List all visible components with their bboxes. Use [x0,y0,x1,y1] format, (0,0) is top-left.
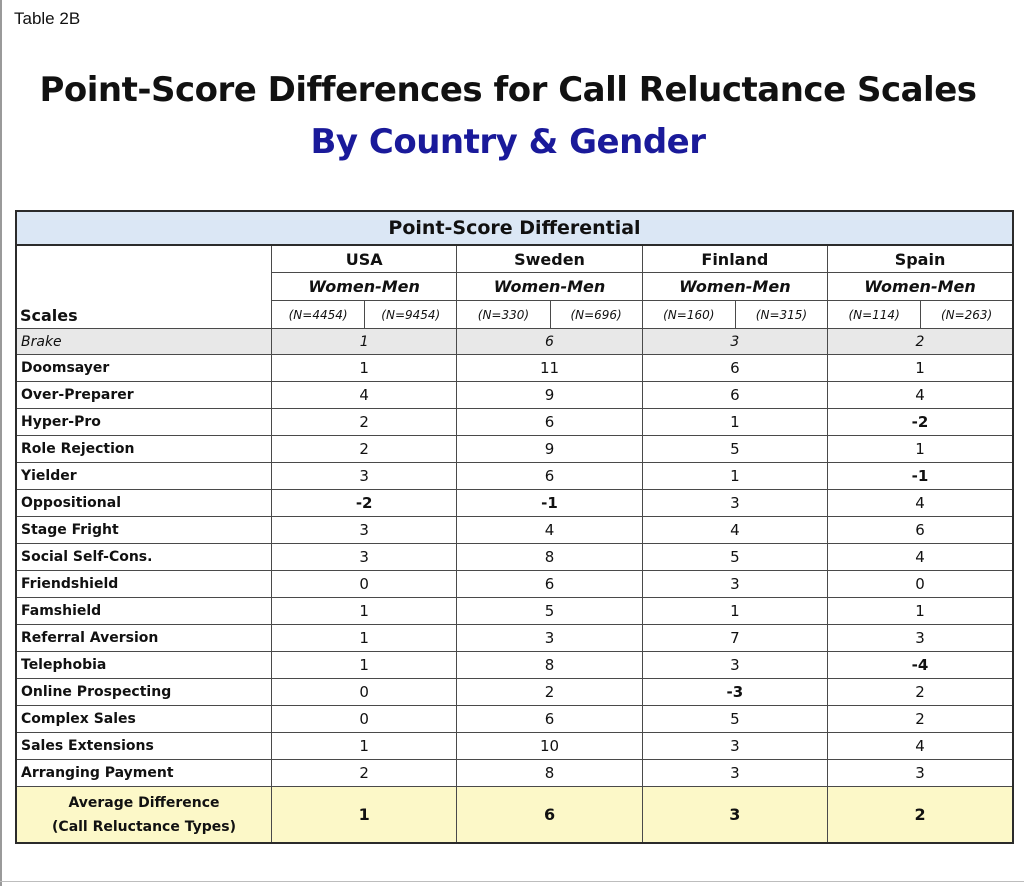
score-cell: 11 [457,355,642,382]
table-row [16,436,1013,463]
page-title: Point-Score Differences for Call Reluctance Scales [39,70,977,110]
average-value: 1 [272,787,457,844]
scale-name: Famshield [16,598,272,625]
score-cell: 1 [272,355,457,382]
table-row [16,544,1013,571]
score-cell: 4 [828,733,1013,760]
scale-name: Telephobia [16,652,272,679]
table-row [16,679,1013,706]
scales-header: Scales [16,245,272,329]
score-cell: 3 [642,652,827,679]
score-cell: 1 [642,598,827,625]
table-row [16,652,1013,679]
score-cell: 4 [272,382,457,409]
country-header-finland: Finland [642,245,827,273]
brake-value-sweden: 6 [457,329,642,355]
table-row [16,733,1013,760]
score-cell: 0 [272,706,457,733]
comparison-label-spain: Women-Men [828,273,1013,301]
score-cell: 5 [642,544,827,571]
score-cell: 8 [457,652,642,679]
score-cell: 1 [828,355,1013,382]
score-cell: 4 [828,544,1013,571]
score-cell: 6 [457,571,642,598]
table-row [16,517,1013,544]
differential-header: Point-Score Differential [16,211,1013,245]
score-cell: 4 [828,382,1013,409]
score-cell: 0 [272,679,457,706]
score-cell: 6 [457,463,642,490]
table-row [16,463,1013,490]
score-cell: 6 [642,382,827,409]
score-cell: 3 [642,733,827,760]
score-cell: 2 [457,679,642,706]
scale-name: Complex Sales [16,706,272,733]
score-cell: 9 [457,382,642,409]
country-header-sweden: Sweden [457,245,642,273]
table-row [16,706,1013,733]
brake-value-usa: 1 [272,329,457,355]
score-cell: 2 [828,679,1013,706]
score-cell: 0 [272,571,457,598]
comparison-label-finland: Women-Men [642,273,827,301]
score-cell: 3 [642,760,827,787]
scale-name: Stage Fright [16,517,272,544]
score-cell: 3 [272,517,457,544]
scale-name: Hyper-Pro [16,409,272,436]
score-cell: 5 [642,436,827,463]
score-cell: 1 [828,598,1013,625]
score-cell: 3 [642,571,827,598]
score-cell: 8 [457,760,642,787]
score-cell: 6 [457,706,642,733]
n-men-finland: (N=315) [735,301,827,329]
scale-name: Over-Preparer [16,382,272,409]
average-label-line1: Average Difference [68,794,220,811]
score-cell: 2 [828,706,1013,733]
table-row [16,355,1013,382]
score-cell: 2 [272,760,457,787]
score-cell: 6 [828,517,1013,544]
brake-value-finland: 3 [642,329,827,355]
table-row [16,625,1013,652]
n-women-spain: (N=114) [828,301,921,329]
n-men-sweden: (N=696) [550,301,642,329]
score-cell: 5 [642,706,827,733]
score-cell: 3 [828,625,1013,652]
score-cell: 6 [457,409,642,436]
score-cell: 2 [272,409,457,436]
table-row [16,490,1013,517]
n-men-usa: (N=9454) [365,301,457,329]
scale-name: Role Rejection [16,436,272,463]
table-row [16,571,1013,598]
score-cell: 4 [828,490,1013,517]
score-cell: -3 [642,679,827,706]
country-header-spain: Spain [828,245,1013,273]
average-label-line2: (Call Reluctance Types) [52,818,236,835]
score-cell: 1 [272,733,457,760]
page-bottom-border [0,881,1024,882]
score-cell: 3 [457,625,642,652]
n-women-finland: (N=160) [642,301,735,329]
score-cell: -1 [828,463,1013,490]
score-cell: 4 [642,517,827,544]
n-women-sweden: (N=330) [457,301,550,329]
brake-label: Brake [16,329,272,355]
table-label: Table 2B [14,9,81,28]
score-cell: 10 [457,733,642,760]
scale-name: Yielder [16,463,272,490]
score-cell: -2 [828,409,1013,436]
score-cell: 1 [272,652,457,679]
score-cell: 9 [457,436,642,463]
score-cell: 1 [272,598,457,625]
score-cell: 2 [272,436,457,463]
table-row [16,382,1013,409]
scale-name: Sales Extensions [16,733,272,760]
table-row [16,598,1013,625]
average-value: 2 [828,787,1013,844]
table-row [16,409,1013,436]
average-value: 3 [642,787,827,844]
score-cell: 1 [642,409,827,436]
scale-name: Oppositional [16,490,272,517]
country-header-usa: USA [272,245,457,273]
n-men-spain: (N=263) [921,301,1013,329]
comparison-label-usa: Women-Men [272,273,457,301]
page-subtitle: By Country & Gender [310,122,706,162]
scale-name: Social Self-Cons. [16,544,272,571]
brake-value-spain: 2 [828,329,1013,355]
scale-name: Doomsayer [16,355,272,382]
score-cell: 3 [642,490,827,517]
score-cell: -2 [272,490,457,517]
n-women-usa: (N=4454) [272,301,365,329]
score-cell: 3 [272,544,457,571]
score-cell: 1 [642,463,827,490]
score-cell: 1 [828,436,1013,463]
score-cell: -4 [828,652,1013,679]
scale-name: Online Prospecting [16,679,272,706]
comparison-label-sweden: Women-Men [457,273,642,301]
score-cell: 1 [272,625,457,652]
average-value: 6 [457,787,642,844]
score-cell: 8 [457,544,642,571]
score-cell: 0 [828,571,1013,598]
scale-name: Friendshield [16,571,272,598]
score-cell: 3 [272,463,457,490]
average-label [16,787,272,844]
score-cell: 4 [457,517,642,544]
score-cell: 3 [828,760,1013,787]
differential-table [15,210,1014,844]
score-cell: 6 [642,355,827,382]
table-row [16,760,1013,787]
scale-name: Arranging Payment [16,760,272,787]
score-cell: 7 [642,625,827,652]
average-row [16,787,1013,844]
score-cell: -1 [457,490,642,517]
score-cell: 5 [457,598,642,625]
scale-name: Referral Aversion [16,625,272,652]
